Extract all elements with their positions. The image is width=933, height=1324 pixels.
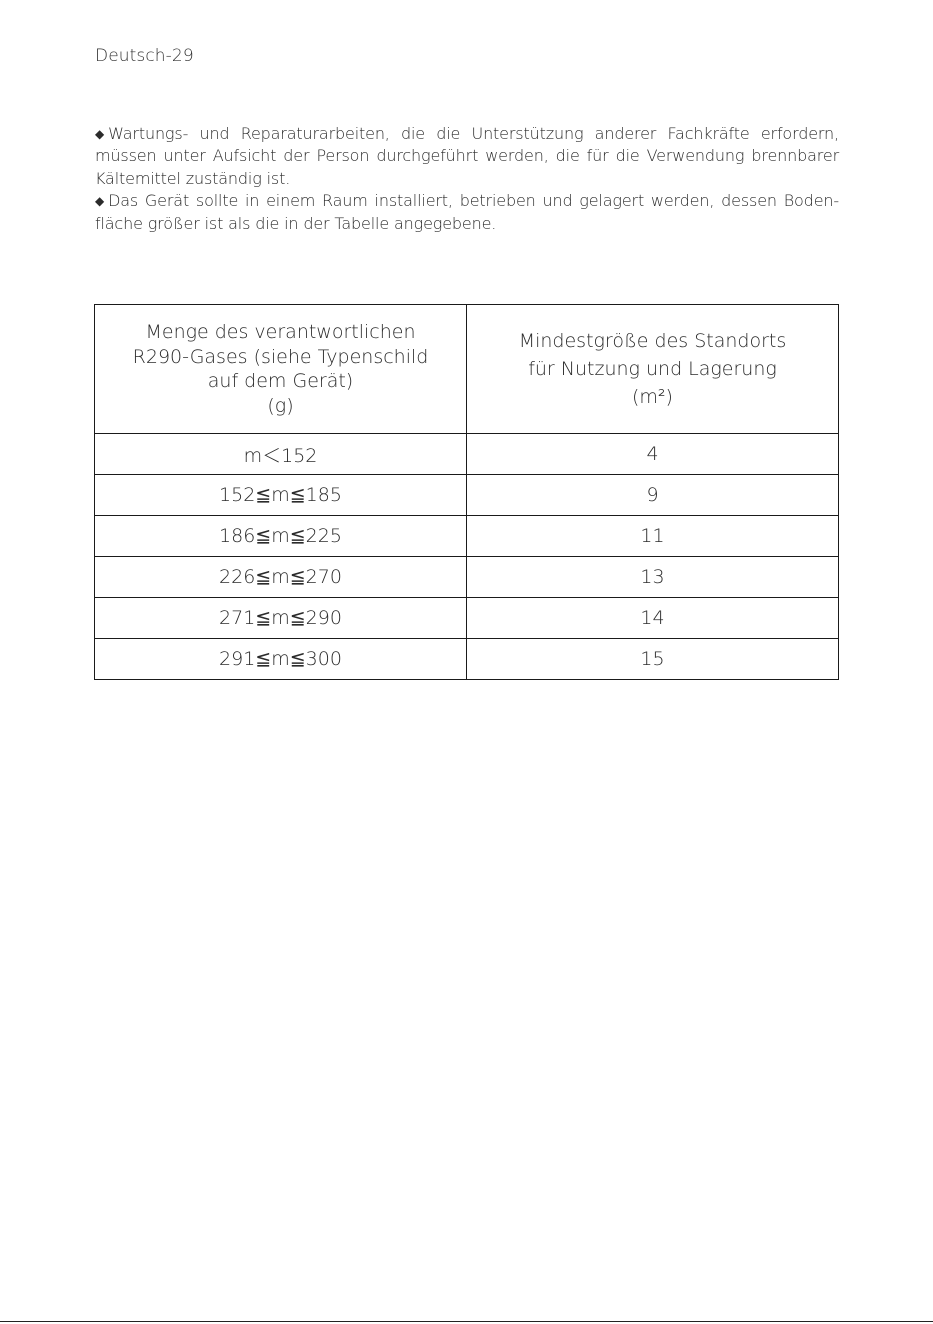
header-unit: (m²)	[632, 386, 673, 408]
cell-min-area: 11	[467, 516, 839, 557]
note-room-size	[95, 190, 839, 235]
header-text: Mindestgröße des Standorts	[518, 330, 787, 352]
cell-min-area: 15	[467, 639, 839, 680]
header-text: auf dem Gerät)	[207, 370, 354, 392]
header-gas-amount	[95, 305, 467, 434]
note-supervision	[95, 123, 839, 190]
cell-gas-amount: 291≦m≦300	[95, 639, 467, 680]
cell-gas-amount: 271≦m≦290	[95, 598, 467, 639]
cell-min-area: 14	[467, 598, 839, 639]
table-row	[95, 598, 839, 639]
header-text: R290-Gases (siehe Typenschild	[132, 345, 429, 368]
table-header-row	[95, 305, 839, 434]
cell-min-area: 13	[467, 557, 839, 598]
cell-gas-amount: 152≦m≦185	[95, 475, 467, 516]
table-row	[95, 516, 839, 557]
notes-section	[95, 123, 839, 235]
table-row	[95, 639, 839, 680]
header-text: für Nutzung und Lagerung	[528, 358, 777, 380]
page-label: Deutsch-29	[95, 46, 194, 66]
header-min-area	[467, 305, 839, 434]
header-unit: (g)	[267, 394, 294, 417]
cell-gas-amount: m＜152	[95, 434, 467, 475]
cell-gas-amount: 226≦m≦270	[95, 557, 467, 598]
page-bottom-rule	[0, 1321, 933, 1322]
table-row	[95, 557, 839, 598]
table-row	[95, 434, 839, 475]
diamond-bullet-icon: ◆	[95, 127, 105, 141]
cell-gas-amount: 186≦m≦225	[95, 516, 467, 557]
room-size-table	[94, 304, 839, 680]
cell-min-area: 4	[467, 434, 839, 475]
cell-min-area: 9	[467, 475, 839, 516]
note-text: Das Gerät sollte in einem Raum installiert, betrieben und gelagert werden, dessen Boden-fläche größer ist als die in der Tabelle angegebene.	[95, 191, 839, 233]
note-text: Wartungs- und Reparaturarbeiten, die die Unterstützung anderer Fachkräfte erfordern, müssen unter Aufsicht der Person durchgeführt werden, die für die Verwendung brennbarer Kältemittel zuständig ist.	[95, 124, 839, 188]
diamond-bullet-icon: ◆	[95, 194, 105, 209]
header-text: Menge des verantwortlichen	[145, 321, 416, 343]
table-row	[95, 475, 839, 516]
